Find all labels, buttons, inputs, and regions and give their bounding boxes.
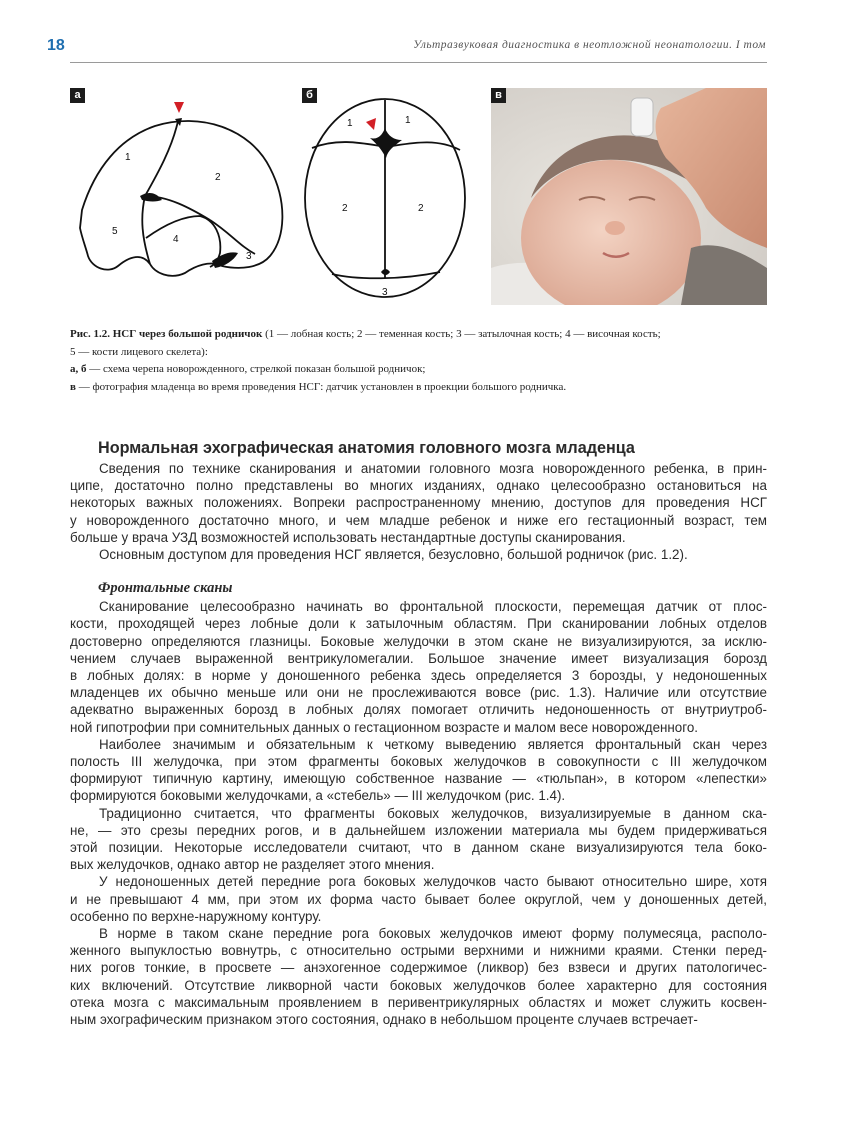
panel-label-a: а <box>70 88 85 103</box>
caption-line-3 <box>70 361 770 379</box>
caption-line-2 <box>70 344 770 362</box>
paragraph <box>70 925 767 1028</box>
text-line: в лобных долях: в норме у доношенного ребенка здесь определяется 3 борозды, у недоношенных <box>70 668 767 684</box>
caption-line-1 <box>70 326 770 344</box>
text-line: некоторых важных положениях. Вопреки распространенному мнению, доступов для проведения НСГ <box>70 495 767 511</box>
caption-line-4 <box>70 379 770 397</box>
fontanelle-arrow-marker <box>366 118 376 130</box>
bone-label-2: 2 <box>215 172 221 183</box>
body-paragraphs <box>70 598 767 1028</box>
header-rule <box>70 62 767 63</box>
page-number: 18 <box>47 37 65 54</box>
bone-label-5: 5 <box>112 226 118 237</box>
text-line: ципе, достаточно полно представлены во многих изданиях, однако целесообразно остановиться на <box>70 478 767 494</box>
figure-panel-c <box>491 88 767 305</box>
paragraph <box>70 546 767 563</box>
text-line: не, — это срезы передних рогов, и в дальнейшем изложении материала мы будем придерживаться <box>70 822 767 838</box>
caption-c-label: в <box>70 380 76 393</box>
text-line: В норме в таком скане передние рога боковых желудочков имеют форму полумесяца, располо- <box>99 926 767 942</box>
panel-label-c: в <box>491 88 506 103</box>
text-line: Основным доступом для проведения НСГ является, безусловно, большой родничок (рис. 1.2). <box>99 547 688 563</box>
text-line: Сканирование целесообразно начинать во фронтальной плоскости, перемещая датчик от плос- <box>99 599 767 615</box>
fontanelle-arrow-marker <box>174 102 184 113</box>
text-line: женного выпуклостью вовнутрь, с относительно острыми верхними и нижними краями. Стенки перед- <box>70 943 767 959</box>
caption-title: Рис. 1.2. НСГ через большой родничок <box>70 328 263 340</box>
text-line: адекватно выраженных борозд в лобных долях помогает отличить недоношенность от внутриутроб- <box>70 702 767 718</box>
figure-panel-a <box>70 88 285 303</box>
text-line: Сведения по технике сканирования и анатомии головного мозга новорожденного ребенка, в прин- <box>99 461 767 476</box>
text-line: полость III желудочка, при этом фрагменты боковых желудочков в совокупности с III желудочком <box>70 754 767 770</box>
text-line: отека мозга с максимальным проявлением в перивентрикулярных областях и может служить косвен- <box>70 994 767 1010</box>
caption-ab-label: а, б <box>70 363 87 375</box>
text-line: вых желудочков, однако автор не разделяет этого мнения. <box>70 857 435 873</box>
text-line: формируются боковыми желудочками, а «стебель» — III желудочком (рис. 1.4). <box>70 788 566 804</box>
paragraph <box>70 805 767 874</box>
subsection-heading: Фронтальные сканы <box>98 580 233 597</box>
text-line: ным эхографическим признаком этого состояния, однако в небольшом проценте случаев встречает- <box>70 1012 698 1028</box>
text-line: Традиционно считается, что фрагменты боковых желудочков, визуализируемые в данном ска- <box>99 805 767 821</box>
text-line: Наиболее значимым и обязательным к четкому выведению является фронтальный скан через <box>99 736 767 752</box>
figure-caption <box>70 326 770 396</box>
text-line: формируют типичную картину, имеющую собственное название — «тюльпан», в котором «лепестки» <box>70 771 767 787</box>
bone-label-3: 3 <box>246 251 252 262</box>
paragraph <box>70 873 767 925</box>
text-line: ких включений. Отсутствие ликворной части боковых желудочков более характерно для состояния <box>70 977 767 993</box>
text-line: кости, проходящей через лобные доли к затылочным областям. При сканировании лобных отделов <box>70 616 767 632</box>
main-text <box>70 437 767 1028</box>
lateral-skull-diagram <box>70 88 285 303</box>
caption-ab-text: — схема черепа новорожденного, стрелкой показан большой родничок; <box>86 363 426 375</box>
text-line: младенцев их обычно меньше или они не прослеживаются вовсе (рис. 1.3). Наличие или отсутствие <box>70 685 767 701</box>
text-line: них рогов тонкие, в просвете — анэхогенное содержимое (ликвор) без взвеси и других патологичес- <box>70 960 767 976</box>
text-line: У недоношенных детей передние рога боковых желудочков часто бывают относительно шире, хотя <box>99 874 767 890</box>
panel-label-b: б <box>302 88 317 103</box>
superior-skull-diagram <box>302 88 472 303</box>
bone-label-1: 1 <box>125 152 131 163</box>
bone-label-2-left: 2 <box>342 203 348 214</box>
paragraph <box>70 598 767 736</box>
text-line: достоверно определяются глазницы. Боковые желудочки в этом скане не визуализируются, за исклю- <box>70 633 767 649</box>
text-line: больше у врача УЗД возможностей использовать нестандартные доступы сканирования. <box>70 529 626 545</box>
section-heading: Нормальная эхографическая анатомия головного мозга младенца <box>98 439 635 457</box>
caption-legend-2: 5 — кости лицевого скелета): <box>70 345 208 358</box>
caption-c-text: — фотография младенца во время проведения НСГ: датчик установлен в проекции большого родничка. <box>75 380 567 393</box>
caption-legend-1: (1 — лобная кость; 2 — теменная кость; 3 — затылочная кость; 4 — височная кость; <box>262 328 661 340</box>
paragraph <box>70 736 767 805</box>
text-line: ной гипотрофии при сомнительных данных о гестационном возрасте и малом весе новорожденного. <box>70 719 699 735</box>
running-head: Ультразвуковая диагностика в неотложной неонатологии. I том <box>413 39 766 51</box>
bone-label-2-right: 2 <box>418 203 424 214</box>
text-line: этой позиции. Некоторые исследователи считают, что в данном скане визуализируются тела боко- <box>70 840 767 856</box>
bone-label-4: 4 <box>173 234 179 245</box>
figure-panel-b <box>302 88 472 303</box>
infant-photo <box>491 88 767 305</box>
bone-label-1-left: 1 <box>347 118 353 129</box>
text-line: и не превышают 4 мм, при этом их форма часто бывает более округлой, чем у доношенных детей, <box>70 891 767 907</box>
text-line: особенно по верхне-наружному контуру. <box>70 908 322 924</box>
text-line: у новорожденного достаточно много, и чем младше ребенок и ниже его гестационный возраст, тем <box>70 512 767 528</box>
text-line: чением случаев выраженной вентрикуломегалии. Большое значение имеет визуализация борозд <box>70 650 767 666</box>
paragraph <box>70 460 767 546</box>
intro-paragraphs <box>70 460 767 563</box>
bone-label-1-right: 1 <box>405 115 411 126</box>
bone-label-3: 3 <box>382 287 388 298</box>
